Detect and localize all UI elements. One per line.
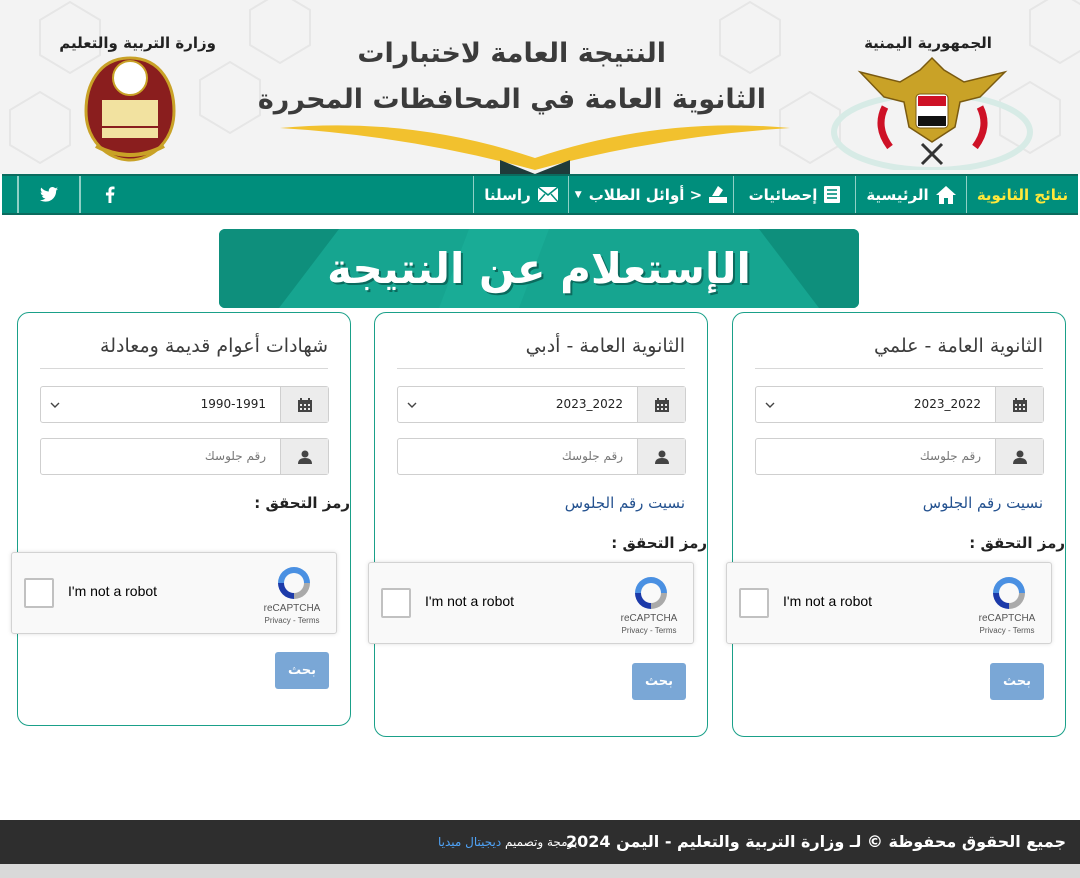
chevron-down-icon <box>406 399 418 411</box>
nav-facebook-link[interactable] <box>80 176 139 213</box>
year-select[interactable] <box>755 386 1044 423</box>
recaptcha-checkbox[interactable] <box>739 588 769 618</box>
footer-credit-prefix: برمجة وتصميم <box>505 835 578 849</box>
banner-title: الإستعلام عن النتيجة <box>327 244 751 293</box>
nav-top-students[interactable] <box>568 176 733 213</box>
chevron-down-icon: ▼ <box>574 189 582 200</box>
nav-stats-label: إحصائيات <box>748 185 818 204</box>
yemen-emblem-icon <box>830 52 1035 170</box>
footer-credit <box>438 820 578 864</box>
captcha-label: رمز التحقق : <box>611 534 707 552</box>
card-title: الثانوية العامة - علمي <box>755 335 1043 369</box>
ministry-logo-icon <box>82 56 178 162</box>
calendar-icon-addon <box>637 387 685 422</box>
seat-number-placeholder: رقم جلوسك <box>204 449 266 463</box>
stats-icon <box>824 186 840 203</box>
seat-number-input[interactable] <box>755 438 1044 475</box>
nav-results-label: نتائج الثانوية <box>976 185 1069 204</box>
medal-icon <box>709 186 727 203</box>
user-icon <box>298 450 312 464</box>
ministry-label: وزارة التربية والتعليم <box>59 34 216 52</box>
forgot-seat-link[interactable]: نسيت رقم الجلوس <box>922 494 1043 512</box>
calendar-icon-addon <box>280 387 328 422</box>
year-value: 2023_2022 <box>555 397 623 411</box>
seat-number-input[interactable] <box>397 438 686 475</box>
recaptcha-widget <box>726 562 1052 644</box>
year-select[interactable] <box>397 386 686 423</box>
recaptcha-links[interactable]: Privacy - Terms <box>621 626 677 635</box>
site-header <box>0 0 1080 174</box>
nav-home[interactable] <box>855 176 966 213</box>
recaptcha-brand: reCAPTCHA <box>620 613 678 624</box>
chevron-down-icon <box>764 399 776 411</box>
query-banner <box>219 229 859 308</box>
search-button[interactable]: بحث <box>990 663 1044 700</box>
captcha-label: رمز التحقق : <box>969 534 1065 552</box>
year-select[interactable] <box>40 386 329 423</box>
bottom-strip <box>0 864 1080 878</box>
site-footer <box>0 820 1080 864</box>
recaptcha-links[interactable]: Privacy - Terms <box>264 616 320 625</box>
calendar-icon <box>655 398 669 412</box>
calendar-icon <box>298 398 312 412</box>
twitter-icon <box>40 187 58 202</box>
nav-results-active[interactable] <box>966 176 1078 213</box>
user-icon-addon <box>637 439 685 474</box>
nav-contact[interactable] <box>473 176 568 213</box>
recaptcha-label: I'm not a robot <box>425 593 515 609</box>
result-card-old-years <box>17 312 351 726</box>
navbar-cap <box>2 176 18 213</box>
nav-home-label: الرئيسية <box>866 185 929 204</box>
home-icon <box>936 186 956 204</box>
recaptcha-logo-icon <box>631 573 671 613</box>
page-title-line2: الثانوية العامة في المحافظات المحررة <box>257 84 766 115</box>
recaptcha-checkbox[interactable] <box>381 588 411 618</box>
main-navbar <box>2 174 1078 215</box>
user-icon <box>655 450 669 464</box>
card-title: الثانوية العامة - أدبي <box>397 335 685 369</box>
page-title-line1: النتيجة العامة لاختبارات <box>357 38 666 69</box>
recaptcha-brand: reCAPTCHA <box>978 613 1036 624</box>
recaptcha-checkbox[interactable] <box>24 578 54 608</box>
republic-label: الجمهورية اليمنية <box>864 34 992 52</box>
chevron-down-icon <box>49 399 61 411</box>
recaptcha-widget <box>11 552 337 634</box>
seat-number-input[interactable] <box>40 438 329 475</box>
recaptcha-brand: reCAPTCHA <box>263 603 321 614</box>
nav-stats[interactable] <box>733 176 855 213</box>
year-value: 2023_2022 <box>913 397 981 411</box>
user-icon <box>1013 450 1027 464</box>
year-value: 1990-1991 <box>200 397 266 411</box>
footer-copyright: جميع الحقوق محفوظة © لـ وزارة التربية والتعليم - اليمن 2024 <box>566 832 1066 851</box>
nav-contact-label: راسلنا <box>484 185 531 204</box>
result-card-literary <box>374 312 708 737</box>
forgot-seat-link[interactable]: نسيت رقم الجلوس <box>564 494 685 512</box>
nav-twitter-link[interactable] <box>18 176 80 213</box>
user-icon-addon <box>280 439 328 474</box>
open-book-icon <box>270 118 800 174</box>
user-icon-addon <box>995 439 1043 474</box>
calendar-icon <box>1013 398 1027 412</box>
envelope-icon <box>538 187 558 202</box>
result-card-scientific <box>732 312 1066 737</box>
recaptcha-label: I'm not a robot <box>783 593 873 609</box>
seat-number-placeholder: رقم جلوسك <box>919 449 981 463</box>
calendar-icon-addon <box>995 387 1043 422</box>
recaptcha-widget <box>368 562 694 644</box>
recaptcha-links[interactable]: Privacy - Terms <box>979 626 1035 635</box>
search-button[interactable]: بحث <box>632 663 686 700</box>
nav-top-students-label: < أوائل الطلاب <box>588 185 703 204</box>
card-title: شهادات أعوام قديمة ومعادلة <box>40 335 328 369</box>
seat-number-placeholder: رقم جلوسك <box>561 449 623 463</box>
recaptcha-logo-icon <box>989 573 1029 613</box>
footer-credit-link[interactable]: ديجيتال ميديا <box>438 835 502 849</box>
recaptcha-label: I'm not a robot <box>68 583 158 599</box>
captcha-label: رمز التحقق : <box>254 494 350 512</box>
facebook-icon <box>105 186 115 203</box>
recaptcha-logo-icon <box>274 563 314 603</box>
search-button[interactable]: بحث <box>275 652 329 689</box>
